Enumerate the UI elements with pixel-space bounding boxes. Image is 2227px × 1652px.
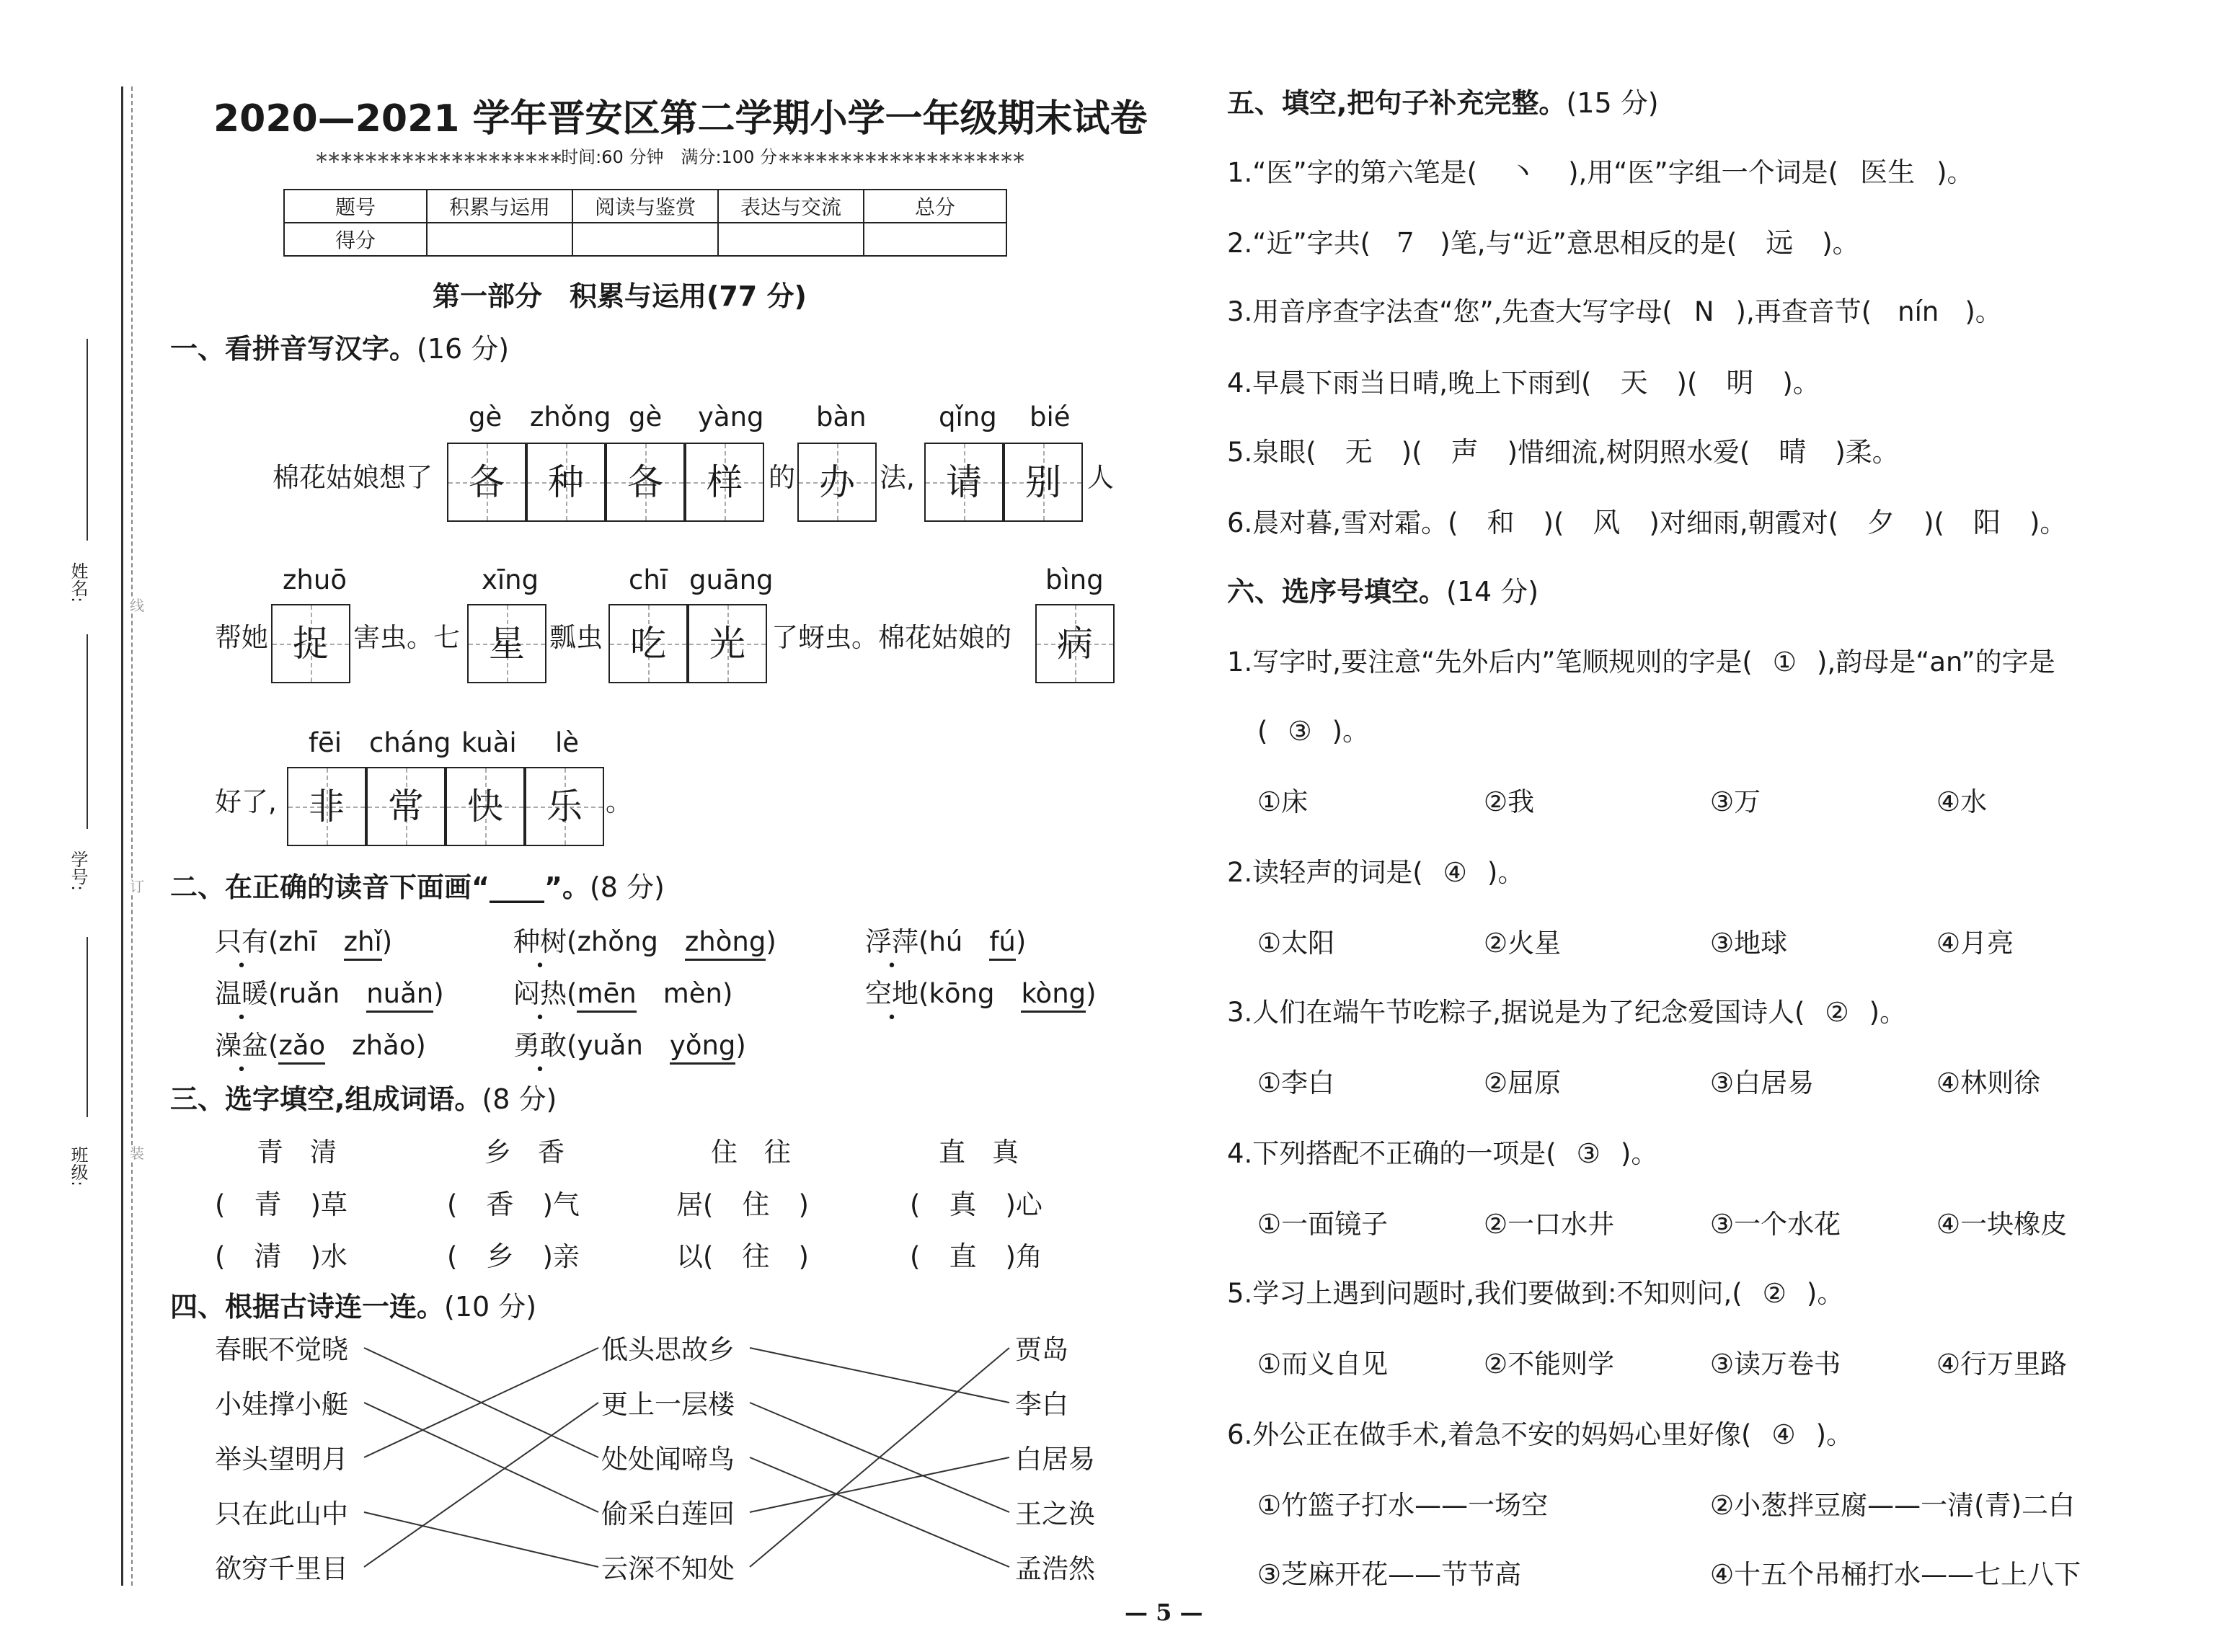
- s6-option: ③地球: [1710, 928, 1788, 959]
- poet: 孟浩然: [1015, 1553, 1095, 1584]
- score-th-4: 总分: [864, 190, 1006, 223]
- s6-q6: 6.外公正在做手术,着急不安的妈妈心里好像( ④ )。: [1227, 1419, 1854, 1450]
- s1-line2-t4: 了蚜虫。棉花姑娘的: [771, 622, 1011, 653]
- s6-option: ④一块橡皮: [1936, 1209, 2068, 1240]
- page-number: — 5 —: [1125, 1599, 1203, 1626]
- answer[interactable]: ④: [1443, 857, 1467, 888]
- answer[interactable]: 医生: [1860, 156, 1916, 188]
- s6-option: ④林则徐: [1936, 1067, 2041, 1098]
- char-box[interactable]: 各: [447, 443, 526, 522]
- char-box[interactable]: 样: [685, 443, 764, 522]
- binding-xian: 线: [130, 597, 144, 614]
- pinyin: fēi: [309, 727, 342, 758]
- char-box[interactable]: 捉: [271, 604, 350, 683]
- poem-line-2: 低头思故乡: [601, 1334, 735, 1365]
- pinyin: gè: [629, 401, 663, 432]
- s5-q6: 6.晨对暮,雪对霜。( 和 )( 风 )对细雨,朝霞对( 夕 )( 阳 )。: [1227, 507, 2067, 538]
- s1-line1-mid2: 法,: [880, 462, 915, 493]
- poem-line-1: 小娃撑小艇: [215, 1389, 348, 1420]
- pinyin: zhǒng: [530, 401, 611, 432]
- s6-option: ③一个水花: [1710, 1209, 1841, 1240]
- s6-q1-line2: ( ③ )。: [1257, 716, 1370, 747]
- s3-blank[interactable]: ( 直 )角: [910, 1240, 1042, 1272]
- s1-line2-t1: 帮她: [215, 622, 268, 653]
- s6-option: ①床: [1257, 786, 1309, 817]
- s6-q2: 2.读轻声的词是( ④ )。: [1227, 857, 1525, 888]
- pinyin: gè: [469, 401, 502, 432]
- match-line: [750, 1457, 1009, 1567]
- s2-item: 只有(zhī zhǐ): [215, 928, 392, 955]
- answer[interactable]: nín: [1898, 296, 1939, 327]
- s6-option: ②屈原: [1484, 1067, 1562, 1098]
- s6-q1: 1.写字时,要注意“先外后内”笔顺规则的字是( ① ),韵母是“an”的字是: [1227, 647, 2055, 678]
- poem-line-1: 只在此山中: [215, 1498, 348, 1529]
- answer[interactable]: 明: [1726, 367, 1754, 399]
- s6-option: ③白居易: [1710, 1067, 1815, 1098]
- s5-q1: 1.“医”字的第六笔是( 丶 ),用“医”字组一个词是( 医生 )。: [1227, 156, 1974, 188]
- binding-ding: 订: [130, 878, 144, 895]
- s5-q4: 4.早晨下雨当日晴,晚上下雨到( 天 )( 明 )。: [1227, 367, 1820, 399]
- s2-item: 浮萍(hú fú): [865, 928, 1026, 955]
- answer[interactable]: ②: [1825, 997, 1849, 1028]
- s2-item: 空地(kōng kòng): [865, 980, 1097, 1007]
- poet: 李白: [1015, 1389, 1068, 1420]
- s1-line1-mid1: 的: [769, 462, 795, 493]
- pinyin: yàng: [698, 401, 764, 432]
- match-line: [364, 1512, 598, 1567]
- exam-subtitle: ∗∗∗∗∗∗∗∗∗∗∗∗∗∗∗∗∗∗∗∗时间:60 分钟 满分:100 分∗∗∗∗∗∗∗∗∗∗∗∗∗∗∗∗∗∗∗∗: [314, 147, 1024, 167]
- s6-option: ③芝麻开花——节节高: [1257, 1559, 1522, 1590]
- score-th-2: 阅读与鉴赏: [572, 190, 718, 223]
- s3-blank[interactable]: ( 香 )气: [447, 1189, 580, 1220]
- s3-points: (8 分): [482, 1083, 557, 1115]
- s3-pair: 青 清: [257, 1137, 337, 1168]
- pinyin: bìng: [1045, 564, 1104, 595]
- char-box[interactable]: 光: [688, 604, 767, 683]
- s2-item: 种树(zhǒng zhòng): [513, 928, 776, 955]
- pinyin: xīng: [482, 564, 539, 595]
- score-th-3: 表达与交流: [718, 190, 864, 223]
- char-box[interactable]: 乐: [525, 767, 604, 846]
- answer[interactable]: 7: [1396, 227, 1414, 259]
- char-box[interactable]: 别: [1004, 443, 1083, 522]
- s2-item: 勇敢(yuǎn yǒng): [513, 1032, 746, 1059]
- answer[interactable]: 天: [1620, 367, 1648, 399]
- pinyin: zhuō: [283, 564, 347, 595]
- s4-points: (10 分): [444, 1291, 537, 1323]
- s3-pair: 乡 香: [484, 1137, 565, 1168]
- s6-title-text: 六、选序号填空。: [1227, 576, 1447, 608]
- s3-title-text: 三、选字填空,组成词语。: [170, 1083, 482, 1115]
- s6-q4: 4.下列搭配不正确的一项是( ③ )。: [1227, 1138, 1658, 1169]
- answer[interactable]: 和: [1487, 507, 1515, 538]
- binding-id-label: 学号:: [68, 851, 88, 892]
- answer[interactable]: 丶: [1509, 156, 1537, 188]
- char-box[interactable]: 吃: [608, 604, 688, 683]
- match-line: [750, 1348, 1009, 1403]
- s1-points: (16 分): [417, 333, 510, 365]
- char-box[interactable]: 请: [924, 443, 1004, 522]
- s2-item: 温暖(ruǎn nuǎn): [215, 980, 444, 1007]
- binding-name-label: 姓名:: [68, 562, 88, 603]
- binding-zhuang: 装: [130, 1145, 144, 1162]
- score-row-label: 得分: [284, 223, 427, 256]
- answer[interactable]: ③: [1288, 716, 1312, 747]
- pinyin: bié: [1030, 401, 1071, 432]
- s2-item: 闷热(mēn mèn): [513, 980, 732, 1007]
- poet: 王之涣: [1015, 1498, 1095, 1529]
- s1-title-text: 一、看拼音写汉字。: [170, 333, 417, 365]
- answer[interactable]: 远: [1766, 227, 1794, 259]
- s3-blank[interactable]: ( 清 )水: [215, 1240, 347, 1272]
- answer[interactable]: N: [1694, 296, 1714, 327]
- poem-line-2: 偷采白莲回: [601, 1498, 735, 1529]
- s6-option: ④月亮: [1936, 928, 2014, 959]
- pinyin: bàn: [816, 401, 867, 432]
- s3-blank[interactable]: 居( 住 ): [676, 1189, 809, 1220]
- s5-q3: 3.用音序查字法查“您”,先查大写字母( N ),再查音节( nín )。: [1227, 296, 2002, 327]
- s3-blank[interactable]: ( 青 )草: [215, 1189, 347, 1220]
- match-line: [364, 1403, 598, 1567]
- s6-option: ①一面镜子: [1257, 1209, 1389, 1240]
- char-box[interactable]: 快: [446, 767, 525, 846]
- pinyin: guāng: [689, 564, 774, 595]
- s6-option: ②小葱拌豆腐——一清(青)二白: [1710, 1490, 2076, 1521]
- match-line: [750, 1348, 1009, 1567]
- poet: 贾岛: [1015, 1334, 1068, 1365]
- char-box[interactable]: 各: [606, 443, 685, 522]
- s3-blank[interactable]: ( 真 )心: [910, 1189, 1042, 1220]
- s6-option: ①太阳: [1257, 928, 1335, 959]
- answer[interactable]: ②: [1762, 1278, 1787, 1309]
- s6-option: ②不能则学: [1484, 1349, 1615, 1380]
- s6-option: ②我: [1484, 786, 1535, 817]
- match-line: [364, 1403, 598, 1512]
- poem-line-2: 云深不知处: [601, 1553, 735, 1584]
- poem-line-1: 欲穷千里目: [215, 1553, 348, 1584]
- s1-line1-prefix: 棉花姑娘想了: [273, 462, 433, 493]
- poem-line-2: 更上一层楼: [601, 1389, 735, 1420]
- pinyin: kuài: [461, 727, 517, 758]
- answer[interactable]: 夕: [1867, 507, 1895, 538]
- answer[interactable]: 阳: [1973, 507, 2001, 538]
- answer[interactable]: 晴: [1779, 436, 1807, 468]
- match-line: [750, 1457, 1009, 1512]
- s3-pair: 直 真: [939, 1137, 1019, 1168]
- s6-option: ②火星: [1484, 928, 1562, 959]
- poet: 白居易: [1015, 1444, 1095, 1475]
- answer[interactable]: ④: [1771, 1419, 1796, 1450]
- char-box[interactable]: 常: [366, 767, 446, 846]
- char-box[interactable]: 非: [287, 767, 366, 846]
- answer[interactable]: ③: [1576, 1138, 1600, 1169]
- s6-option: ①竹篮子打水——一场空: [1257, 1490, 1549, 1521]
- s6-option: ②一口水井: [1484, 1209, 1615, 1240]
- s6-title: [1227, 576, 1539, 608]
- exam-title: 2020—2021 学年晋安区第二学期小学一年级期末试卷: [213, 97, 1148, 141]
- s6-option: ④行万里路: [1936, 1349, 2068, 1380]
- s5-q2: 2.“近”字共( 7 )笔,与“近”意思相反的是( 远 )。: [1227, 227, 1859, 259]
- s1-line2-t2: 害虫。七: [353, 622, 460, 653]
- answer[interactable]: 声: [1451, 436, 1479, 468]
- s6-option: ④十五个吊桶打水——七上八下: [1710, 1559, 2081, 1590]
- score-th-0: 题号: [284, 190, 427, 223]
- pinyin: cháng: [369, 727, 451, 758]
- poem-line-1: 举头望明月: [215, 1444, 348, 1475]
- s6-q3: 3.人们在端午节吃粽子,据说是为了纪念爱国诗人( ② )。: [1227, 997, 1907, 1028]
- s2-title-text: 二、在正确的读音下面画“____”。: [170, 871, 590, 903]
- s4-title-text: 四、根据古诗连一连。: [170, 1291, 445, 1323]
- s1-line3-prefix: 好了,: [215, 786, 277, 817]
- s6-option: ③万: [1710, 786, 1761, 817]
- score-th-1: 积累与运用: [427, 190, 572, 223]
- s1-line2-t3: 瓢虫: [549, 622, 603, 653]
- s6-option: ④水: [1936, 786, 1988, 817]
- pinyin: chī: [629, 564, 668, 595]
- poem-line-1: 春眠不觉晓: [215, 1334, 348, 1365]
- char-box[interactable]: 办: [797, 443, 877, 522]
- part1-title: 第一部分 积累与运用(77 分): [433, 280, 807, 312]
- s3-blank[interactable]: 以( 往 ): [676, 1240, 809, 1272]
- char-box[interactable]: 星: [467, 604, 546, 683]
- char-box[interactable]: 病: [1035, 604, 1115, 683]
- poem-line-2: 处处闻啼鸟: [601, 1444, 735, 1475]
- pinyin: lè: [555, 727, 580, 758]
- answer[interactable]: ①: [1772, 647, 1797, 678]
- s6-points: (14 分): [1446, 576, 1539, 608]
- s1-line3-suffix: 。: [606, 786, 632, 817]
- pinyin: qǐng: [939, 401, 997, 432]
- s6-q5: 5.学习上遇到问题时,我们要做到:不知则问,( ② )。: [1227, 1278, 1844, 1309]
- s5-points: (15 分): [1566, 87, 1659, 119]
- binding-class-label: 班级:: [68, 1146, 88, 1187]
- answer[interactable]: 风: [1593, 507, 1621, 538]
- exam-subtitle-text: 时间:60 分钟 满分:100 分: [561, 147, 777, 167]
- s2-points: (8 分): [589, 871, 665, 903]
- s6-option: ①而义自见: [1257, 1349, 1389, 1380]
- s5-title: [1227, 89, 1659, 117]
- s1-line1-suffix: 人: [1087, 462, 1114, 493]
- s2-item: 澡盆(zǎo zhǎo): [215, 1032, 426, 1059]
- s5-title-text: 五、填空,把句子补充完整。: [1227, 87, 1567, 119]
- s3-blank[interactable]: ( 乡 )亲: [447, 1240, 580, 1272]
- s6-option: ③读万卷书: [1710, 1349, 1841, 1380]
- char-box[interactable]: 种: [526, 443, 606, 522]
- answer[interactable]: 无: [1345, 436, 1373, 468]
- s5-q5: 5.泉眼( 无 )( 声 )惜细流,树阴照水爱( 晴 )柔。: [1227, 436, 1899, 468]
- s6-option: ①李白: [1257, 1067, 1335, 1098]
- s3-pair: 住 往: [711, 1137, 791, 1168]
